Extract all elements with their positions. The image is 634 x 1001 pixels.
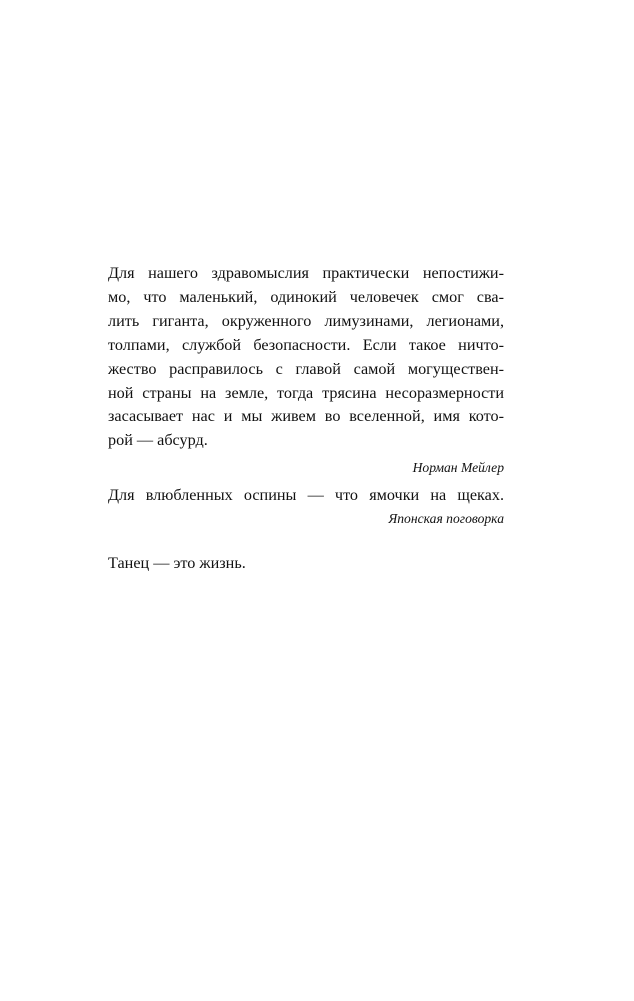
quote-line: рой — абсурд. (108, 431, 208, 450)
epigraph-dance (108, 552, 504, 576)
quote-line: лить гиганта, окруженного лимузинами, легионами, (108, 311, 504, 330)
quote-line: жество расправилось с главой самой могуществен- (108, 359, 504, 378)
epigraph-mailer (108, 262, 504, 477)
epigraph-proverb (108, 484, 504, 528)
quote-line: Танец — это жизнь. (108, 554, 246, 572)
epigraph-quote (108, 552, 504, 576)
epigraph-quote (108, 484, 504, 508)
quote-line: Для нашего здравомыслия практически непостижи- (108, 264, 504, 282)
epigraph-quote (108, 262, 504, 453)
quote-line: ной страны на земле, тогда трясина несоразмерности (108, 383, 504, 402)
epigraph-author: Норман Мейлер (412, 460, 504, 476)
quote-line: толпами, службой безопасности. Если такое ничто- (108, 335, 504, 354)
quote-line: мо, что маленький, одинокий человечек смог сва- (108, 287, 504, 306)
epigraph-author: Японская поговорка (388, 510, 504, 526)
quote-line: Для влюбленных оспины — что ямочки на щеках. (108, 486, 504, 504)
quote-line: засасывает нас и мы живем во вселенной, имя кото- (108, 407, 504, 426)
